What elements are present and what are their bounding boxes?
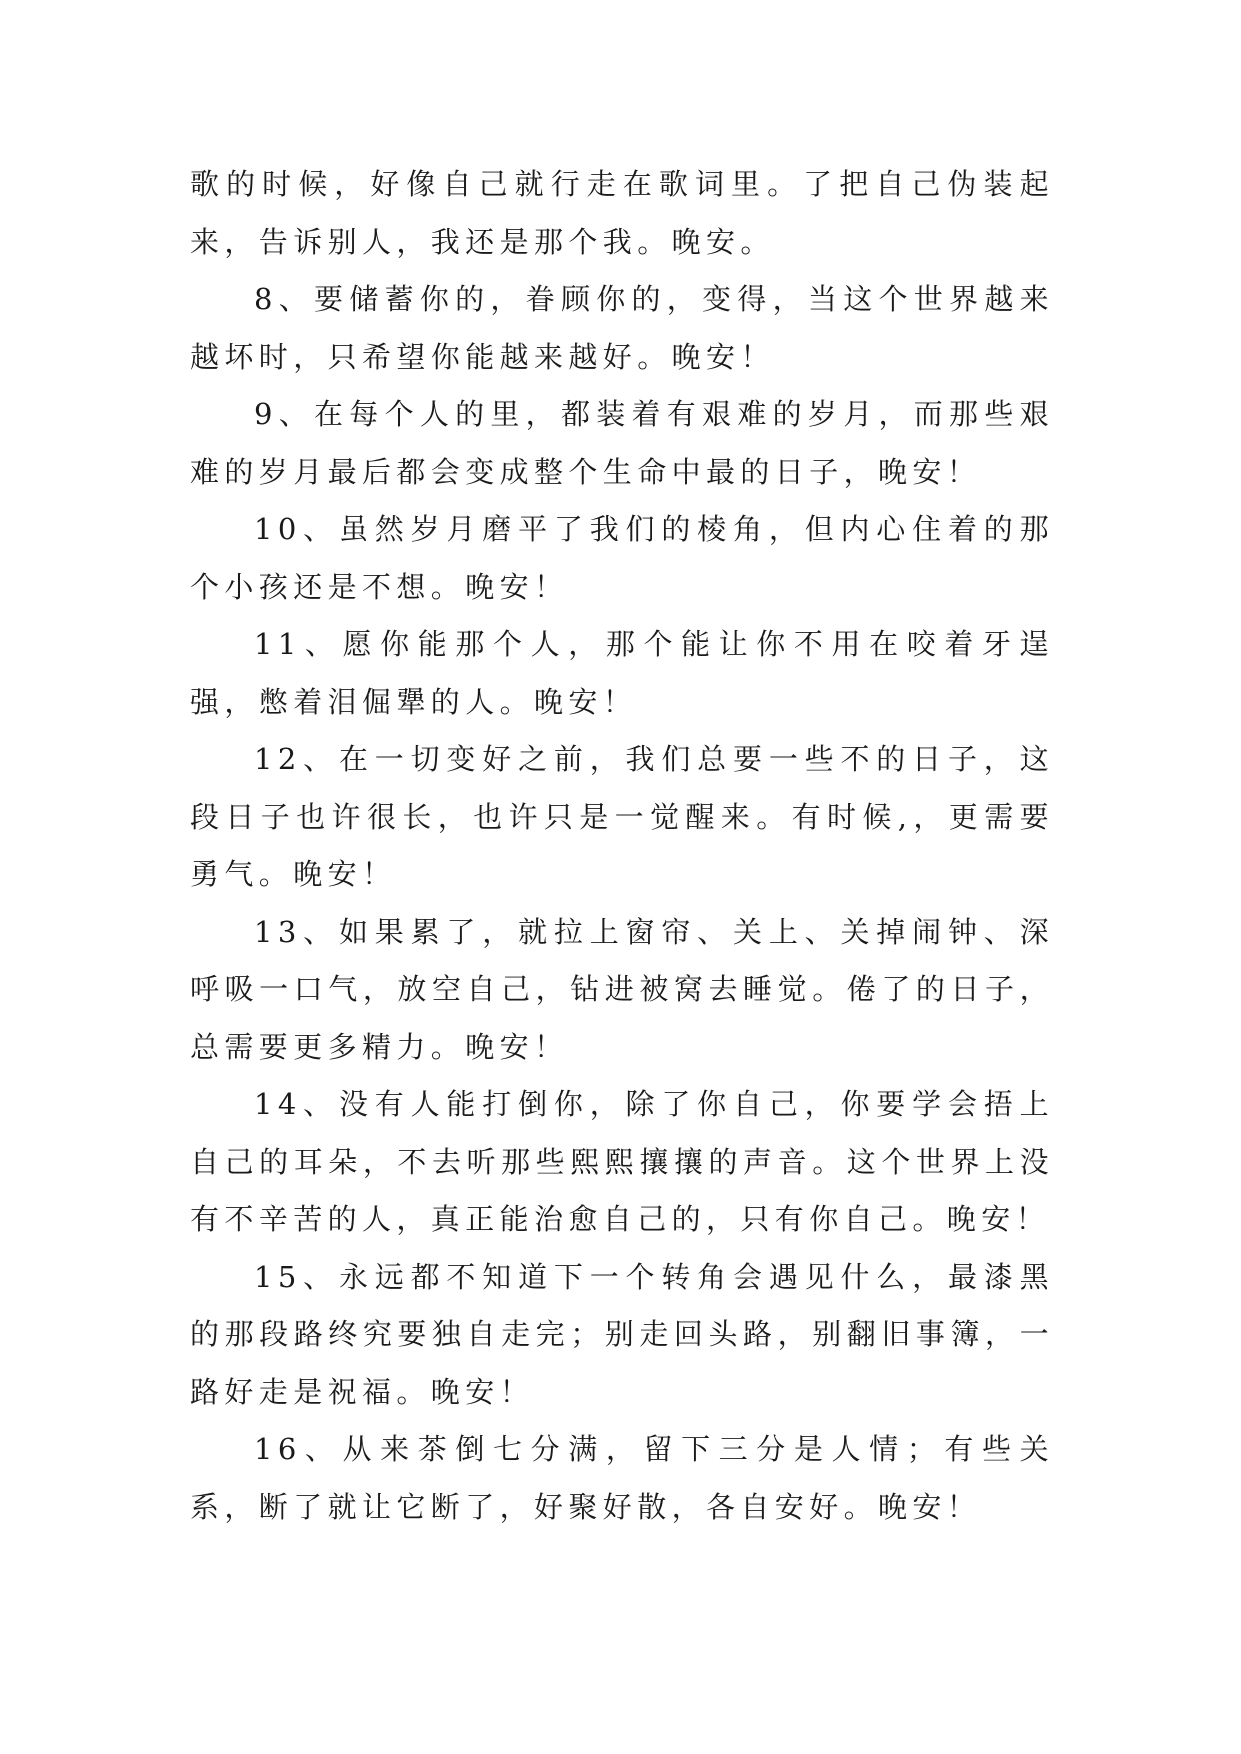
- paragraph-9: 9、在每个人的里，都装着有艰难的岁月，而那些艰难的岁月最后都会变成整个生命中最的日子，晚安！: [190, 397, 1054, 489]
- paragraph-13: 13、如果累了，就拉上窗帘、关上、关掉闹钟、深呼吸一口气，放空自己，钻进被窝去睡觉。倦了的日子，总需要更多精力。晚安！: [190, 914, 1054, 1064]
- document-body: [190, 156, 1054, 1536]
- paragraph-11: 11、愿你能那个人，那个能让你不用在咬着牙逞强，憋着泪倔犟的人。晚安！: [190, 627, 1054, 719]
- paragraph-16: 16、从来茶倒七分满，留下三分是人情；有些关系，断了就让它断了，好聚好散，各自安好。晚安！: [190, 1432, 1054, 1524]
- paragraph-12: 12、在一切变好之前，我们总要一些不的日子，这段日子也许很长，也许只是一觉醒来。有时候,，更需要勇气。晚安！: [190, 742, 1054, 891]
- paragraph-continuation: 歌的时候，好像自己就行走在歌词里。了把自己伪装起来，告诉别人，我还是那个我。晚安。: [190, 167, 1054, 259]
- paragraph-10: 10、虽然岁月磨平了我们的棱角，但内心住着的那个小孩还是不想。晚安！: [190, 512, 1054, 604]
- paragraph-14: 14、没有人能打倒你，除了你自己，你要学会捂上自己的耳朵，不去听那些熙熙攘攘的声音。这个世界上没有不辛苦的人，真正能治愈自己的，只有你自己。晚安！: [190, 1087, 1054, 1236]
- paragraph-15: 15、永远都不知道下一个转角会遇见什么，最漆黑的那段路终究要独自走完；别走回头路，别翻旧事簿，一路好走是祝福。晚安！: [190, 1259, 1054, 1409]
- paragraph-8: 8、要储蓄你的，眷顾你的，变得，当这个世界越来越坏时，只希望你能越来越好。晚安！: [190, 282, 1054, 374]
